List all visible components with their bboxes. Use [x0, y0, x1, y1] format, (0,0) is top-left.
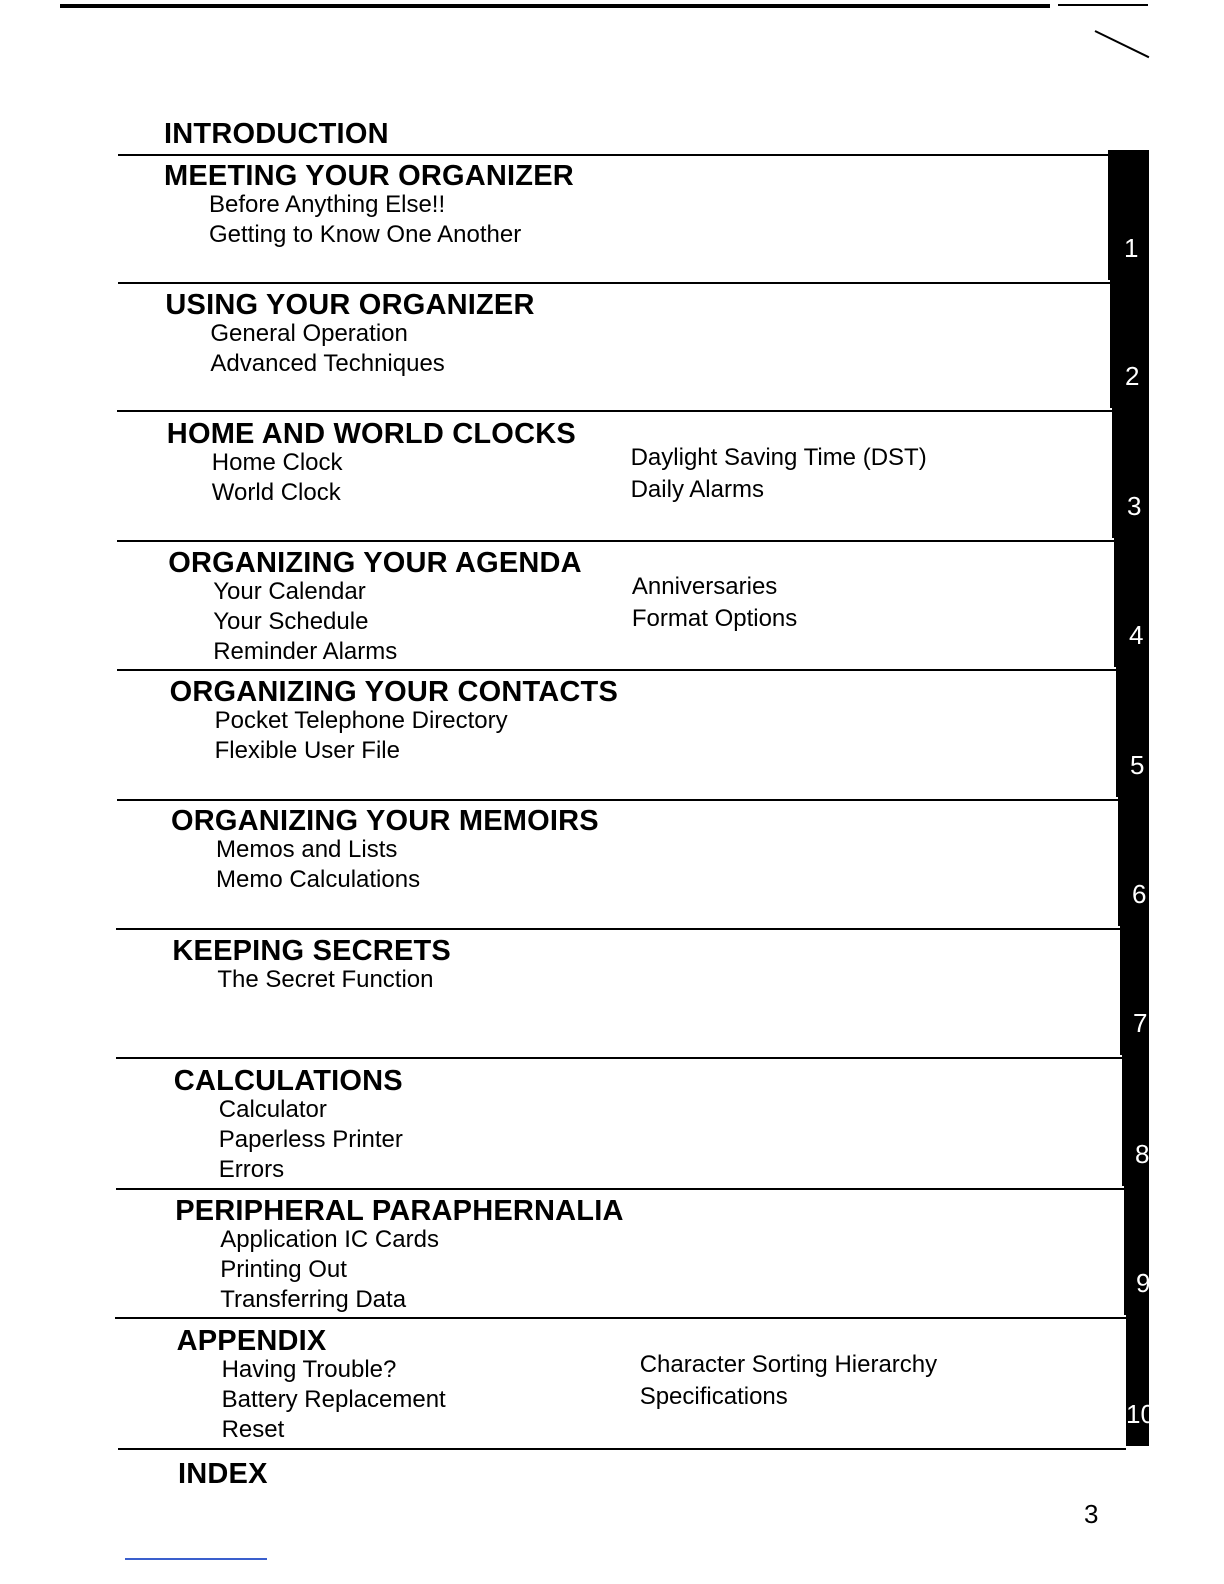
section-topic[interactable]: Pocket Telephone Directory	[214, 707, 508, 734]
section-title[interactable]: ORGANIZING YOUR AGENDA	[168, 547, 582, 579]
chapter-tab[interactable]	[1112, 406, 1149, 538]
section-topic[interactable]: Application IC Cards	[220, 1226, 439, 1253]
section-rule	[116, 1057, 1122, 1059]
chapter-tab-number: 8	[1135, 1139, 1150, 1169]
chapter-tab-number: 5	[1130, 750, 1145, 780]
chapter-tab[interactable]	[1116, 665, 1149, 797]
section-topic[interactable]: Battery Replacement	[221, 1386, 446, 1413]
section-topic-right[interactable]: Character Sorting Hierarchy	[639, 1351, 938, 1378]
section-topic-right[interactable]: Anniversaries	[631, 573, 778, 600]
chapter-tab[interactable]	[1110, 278, 1149, 408]
section-title[interactable]: PERIPHERAL PARAPHERNALIA	[175, 1195, 624, 1227]
section-topic[interactable]: Getting to Know One Another	[209, 221, 522, 248]
section-topic[interactable]: Advanced Techniques	[210, 350, 445, 377]
section-topic-right[interactable]: Format Options	[631, 605, 798, 632]
section-title[interactable]: USING YOUR ORGANIZER	[165, 289, 535, 321]
chapter-tab-number: 1	[1124, 233, 1139, 263]
top-rule-extension	[1058, 4, 1148, 6]
section-title[interactable]: HOME AND WORLD CLOCKS	[166, 418, 576, 450]
bottom-mark	[125, 1558, 267, 1560]
top-rule	[60, 4, 1050, 8]
chapter-tab-number: 3	[1127, 491, 1142, 521]
section-topic[interactable]: Memos and Lists	[216, 836, 398, 863]
section-topic[interactable]: Transferring Data	[220, 1286, 407, 1313]
chapter-tab[interactable]	[1118, 795, 1149, 926]
section-topic[interactable]: Having Trouble?	[221, 1356, 397, 1383]
section-topic[interactable]: Before Anything Else!!	[209, 191, 446, 218]
chapter-tab-number: 9	[1136, 1268, 1151, 1298]
section-title[interactable]: ORGANIZING YOUR CONTACTS	[169, 676, 618, 708]
section-topic[interactable]: Your Schedule	[213, 608, 369, 635]
section-topic[interactable]: World Clock	[211, 479, 341, 506]
section-rule	[115, 1317, 1126, 1319]
chapter-tab[interactable]	[1114, 536, 1149, 667]
section-topic[interactable]: Reset	[221, 1416, 285, 1443]
section-topic[interactable]: Printing Out	[220, 1256, 347, 1283]
section-topic[interactable]: Flexible User File	[214, 737, 400, 764]
chapter-tab[interactable]	[1120, 924, 1149, 1055]
chapter-tab-number: 2	[1125, 361, 1140, 391]
chapter-tab[interactable]	[1126, 1313, 1155, 1446]
section-rule	[117, 540, 1114, 542]
corner-mark	[1095, 30, 1150, 58]
section-title[interactable]: MEETING YOUR ORGANIZER	[164, 160, 574, 192]
section-topic[interactable]: Errors	[218, 1156, 285, 1183]
chapter-tab-number: 10	[1126, 1399, 1155, 1429]
chapter-tab-number: 4	[1129, 620, 1144, 650]
section-topic[interactable]: Reminder Alarms	[213, 638, 398, 665]
section-topic[interactable]: Home Clock	[211, 449, 343, 476]
section-rule	[118, 154, 1108, 156]
page-number: 3	[1084, 1499, 1099, 1529]
section-topic-right[interactable]: Specifications	[639, 1383, 788, 1410]
section-topic[interactable]: General Operation	[210, 320, 408, 347]
section-topic[interactable]: Paperless Printer	[218, 1126, 403, 1153]
section-rule	[118, 1448, 1126, 1450]
section-topic-right[interactable]: Daylight Saving Time (DST)	[630, 444, 927, 471]
section-title[interactable]: CALCULATIONS	[173, 1065, 403, 1097]
section-rule	[117, 410, 1112, 412]
section-title[interactable]: KEEPING SECRETS	[172, 935, 451, 967]
section-topic[interactable]: Your Calendar	[213, 578, 366, 605]
section-topic[interactable]: Calculator	[218, 1096, 327, 1123]
section-rule	[116, 928, 1120, 930]
section-topic[interactable]: The Secret Function	[217, 966, 434, 993]
chapter-tab-number: 7	[1133, 1008, 1148, 1038]
index-heading: INDEX	[178, 1458, 268, 1490]
introduction-heading: INTRODUCTION	[164, 118, 389, 150]
section-rule	[116, 1188, 1124, 1190]
section-rule	[118, 282, 1110, 284]
chapter-tab[interactable]	[1122, 1053, 1149, 1186]
chapter-tab[interactable]	[1124, 1184, 1149, 1315]
section-title[interactable]: APPENDIX	[176, 1325, 327, 1357]
section-rule	[117, 669, 1116, 671]
section-rule	[117, 799, 1119, 801]
section-title[interactable]: ORGANIZING YOUR MEMOIRS	[171, 805, 599, 837]
chapter-tab[interactable]	[1108, 150, 1149, 280]
section-topic[interactable]: Memo Calculations	[216, 866, 421, 893]
section-topic-right[interactable]: Daily Alarms	[630, 476, 764, 503]
chapter-tab-number: 6	[1132, 879, 1147, 909]
